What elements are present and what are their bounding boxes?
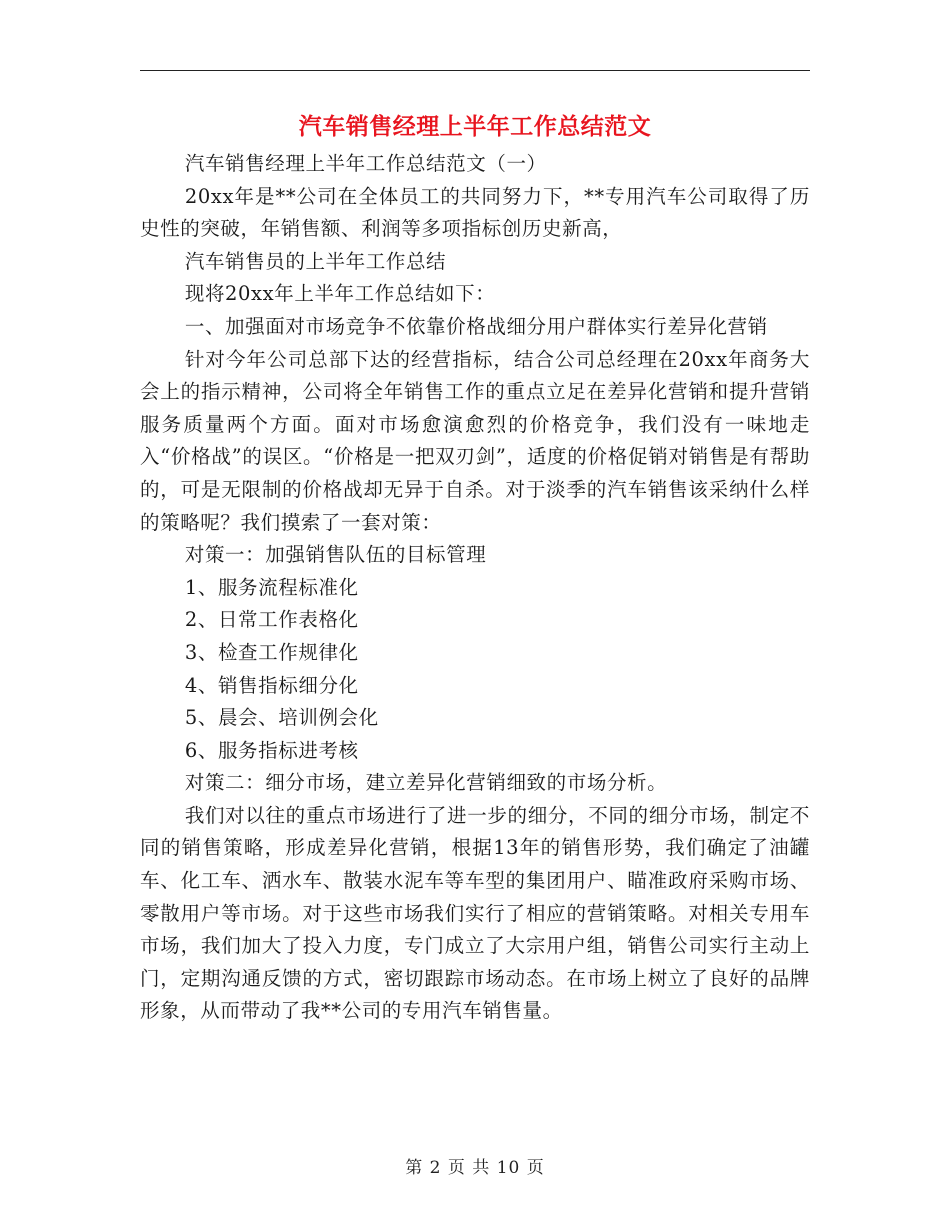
strategy-heading: 对策二：细分市场，建立差异化营销细致的市场分析。 [184,771,668,795]
section-heading: 一、加强面对市场竞争不依靠价格战细分用户群体实行差异化营销 [184,314,768,338]
body-paragraph: 针对今年公司总部下达的经营指标，结合公司总经理在20xx年商务大会上的指示精神，公司将全年销售工作的重点立足在差异化营销和提升营销服务质量两个方面。面对市场愈演愈烈的价格竞争，我们没有一味地走入“价格战”的误区。“价格是一把双刃剑”，适度的价格促销对销售是有帮助的，可是无限制的价格战却无异于自杀。对于淡季的汽车销售该采纳什么样的策略呢？我们摸索了一套对策： [140,347,810,534]
list-item: 4、销售指标细分化 [184,673,359,697]
list-item: 3、检查工作规律化 [184,640,359,664]
document-title: 汽车销售经理上半年工作总结范文 [298,114,652,140]
page-number: 第 2 页 共 10 页 [405,1158,545,1178]
list-item: 5、晨会、培训例会化 [184,706,379,730]
body-paragraph: 我们对以往的重点市场进行了进一步的细分，不同的细分市场，制定不同的销售策略，形成差异化营销，根据13年的销售形势，我们确定了油罐车、化工车、洒水车、散装水泥车等车型的集团用户、瞄准政府采购市场、零散用户等市场。对于这些市场我们实行了相应的营销策略。对相关专用车市场，我们加大了投入力度，专门成立了大宗用户组，销售公司实行主动上门，定期沟通反馈的方式，密切跟踪市场动态。在市场上树立了良好的品牌形象，从而带动了我**公司的专用汽车销售量。 [140,803,810,1023]
document-body [140,148,810,1028]
list-item: 6、服务指标进考核 [184,738,359,762]
header-rule [140,70,810,71]
body-paragraph: 现将20xx年上半年工作总结如下： [184,282,496,306]
subheading: 汽车销售员的上半年工作总结 [184,249,447,273]
body-paragraph: 20xx年是**公司在全体员工的共同努力下，**专用汽车公司取得了历史性的突破，年销售额、利润等多项指标创历史新高， [140,184,810,241]
strategy-heading: 对策一：加强销售队伍的目标管理 [184,543,487,567]
section-heading: 汽车销售经理上半年工作总结范文（一） [184,152,547,175]
list-item: 1、服务流程标准化 [184,575,359,599]
list-item: 2、日常工作表格化 [184,608,359,632]
